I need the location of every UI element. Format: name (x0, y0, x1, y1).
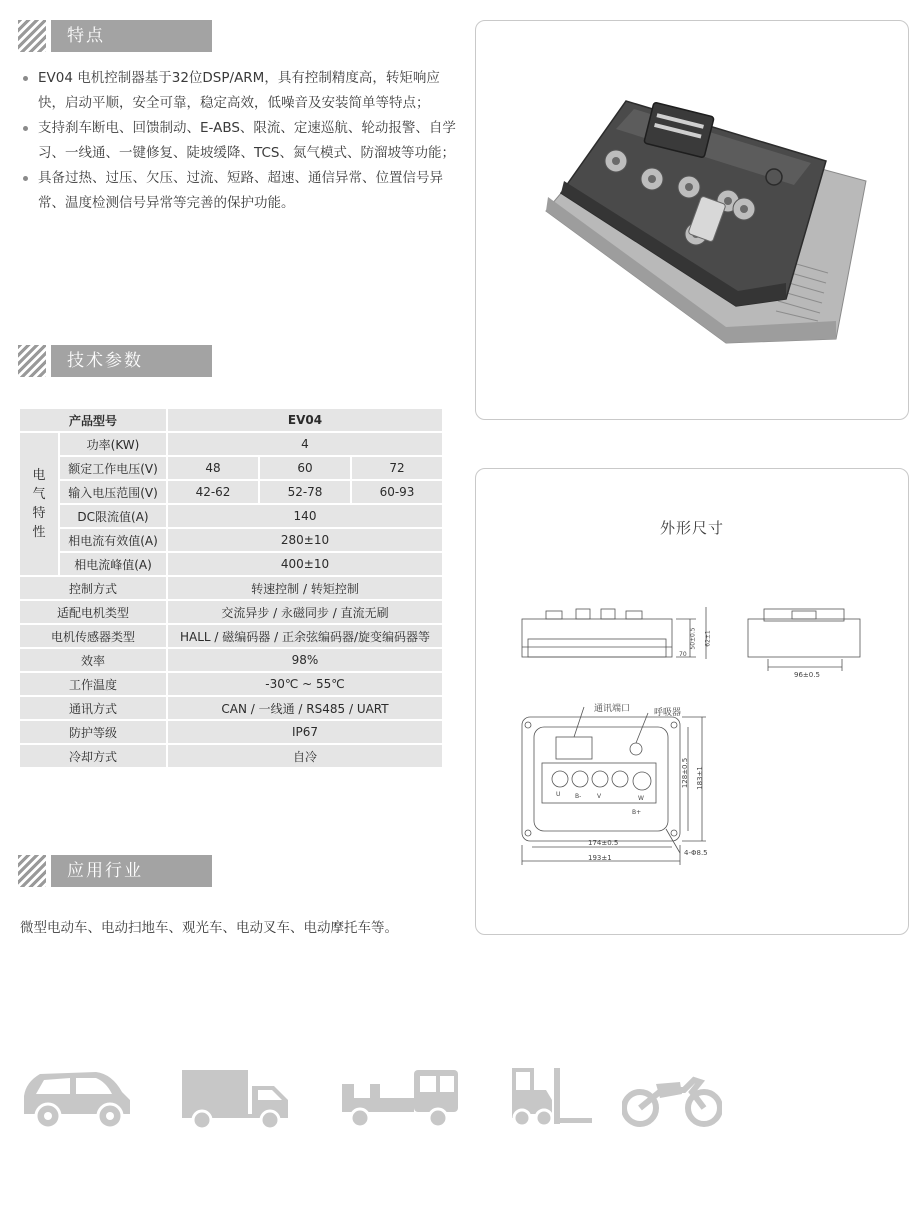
sightseeing-car-icon (340, 1066, 462, 1130)
features-section-header (18, 20, 212, 52)
row-value: 4 (168, 433, 442, 455)
stripe-decoration (18, 20, 46, 52)
terminal-u: U (556, 791, 561, 798)
table-row (20, 433, 442, 455)
row-value: CAN / 一线通 / RS485 / UART (168, 697, 442, 719)
row-label: 额定工作电压(V) (60, 457, 166, 479)
label-height-outer: 183±1 (695, 766, 704, 790)
row-value: 72 (352, 457, 442, 479)
vehicle-icons-row (0, 1060, 924, 1140)
label-width-outer: 193±1 (588, 854, 612, 862)
row-value: IP67 (168, 721, 442, 743)
label-breather: 呼吸器 (654, 708, 682, 718)
table-header-value: EV04 (168, 409, 442, 431)
truck-icon (180, 1066, 292, 1130)
table-row (20, 673, 442, 695)
row-label: 冷却方式 (20, 745, 166, 767)
row-label: 电机传感器类型 (20, 625, 166, 647)
table-row (20, 721, 442, 743)
row-label: DC限流值(A) (60, 505, 166, 527)
table-row (20, 457, 442, 479)
row-value: 60-93 (352, 481, 442, 503)
row-value: 280±10 (168, 529, 442, 551)
row-label: 相电流峰值(A) (60, 553, 166, 575)
row-value: 140 (168, 505, 442, 527)
row-value: HALL / 磁编码器 / 正余弦编码器/旋变编码器等 (168, 625, 442, 647)
dimension-drawing-panel (475, 468, 909, 935)
section-title: 应用行业 (51, 855, 212, 887)
row-label: 适配电机类型 (20, 601, 166, 623)
row-value: 48 (168, 457, 258, 479)
terminal-b-minus: B- (575, 793, 582, 800)
feature-item: 具备过热、过压、欠压、过流、短路、超速、通信异常、位置信号异常、温度检测信号异常等完善的保护功能。 (20, 166, 460, 216)
row-label: 功率(KW) (60, 433, 166, 455)
controller-product-image (476, 21, 908, 419)
group-label-electrical: 电 气 特 性 (20, 433, 58, 575)
label-side-width: 96±0.5 (794, 671, 820, 679)
table-row (20, 505, 442, 527)
specs-section-header (18, 345, 212, 377)
motorcycle-icon (622, 1068, 722, 1130)
table-header-label: 产品型号 (20, 409, 166, 431)
row-value: 转速控制 / 转矩控制 (168, 577, 442, 599)
product-image-panel (475, 20, 909, 420)
table-row (20, 649, 442, 671)
row-label: 效率 (20, 649, 166, 671)
row-value: 60 (260, 457, 350, 479)
row-label: 工作温度 (20, 673, 166, 695)
feature-item: 支持刹车断电、回馈制动、E-ABS、限流、定速巡航、轮动报警、自学习、一线通、一键修复、陡坡缓降、TCS、氮气模式、防溜坡等功能； (20, 116, 460, 166)
row-value: 400±10 (168, 553, 442, 575)
section-title: 技术参数 (51, 345, 212, 377)
applications-section-header (18, 855, 212, 887)
micro-car-icon (18, 1066, 136, 1130)
terminal-v: V (597, 793, 602, 800)
label-height-inner: 128±0.5 (681, 757, 690, 789)
row-label: 相电流有效值(A) (60, 529, 166, 551)
row-label: 输入电压范围(V) (60, 481, 166, 503)
terminal-b-plus: B+ (632, 809, 642, 816)
table-row (20, 577, 442, 599)
row-label: 控制方式 (20, 577, 166, 599)
label-height-b: 62±1 (704, 630, 712, 647)
row-value: 42-62 (168, 481, 258, 503)
table-row (20, 481, 442, 503)
row-value: 52-78 (260, 481, 350, 503)
forklift-icon (504, 1064, 596, 1130)
table-row (20, 697, 442, 719)
row-value: 98% (168, 649, 442, 671)
dimension-title: 外形尺寸 (659, 519, 724, 537)
stripe-decoration (18, 855, 46, 887)
table-row (20, 553, 442, 575)
table-row (20, 409, 442, 431)
table-row (20, 529, 442, 551)
label-height-c: 70 (679, 651, 687, 658)
dimension-drawing (476, 469, 908, 934)
stripe-decoration (18, 345, 46, 377)
terminal-w: W (638, 795, 644, 802)
table-row (20, 625, 442, 647)
row-label: 防护等级 (20, 721, 166, 743)
spec-table (18, 407, 444, 769)
feature-item: EV04 电机控制器基于32位DSP/ARM，具有控制精度高，转矩响应快，启动平顺，安全可靠，稳定高效，低噪音及安装简单等特点； (20, 66, 460, 116)
table-row (20, 745, 442, 767)
label-width-inner: 174±0.5 (588, 839, 619, 847)
row-value: 交流异步 / 永磁同步 / 直流无刷 (168, 601, 442, 623)
applications-text: 微型电动车、电动扫地车、观光车、电动叉车、电动摩托车等。 (20, 920, 398, 936)
features-list (20, 66, 460, 216)
label-height-a: 50±0.5 (689, 627, 697, 650)
label-holes: 4-Φ8.5 (684, 849, 708, 857)
label-comm-port: 通讯端口 (594, 704, 631, 714)
table-row (20, 601, 442, 623)
row-label: 通讯方式 (20, 697, 166, 719)
row-value: -30℃ ~ 55℃ (168, 673, 442, 695)
section-title: 特点 (51, 20, 212, 52)
row-value: 自冷 (168, 745, 442, 767)
